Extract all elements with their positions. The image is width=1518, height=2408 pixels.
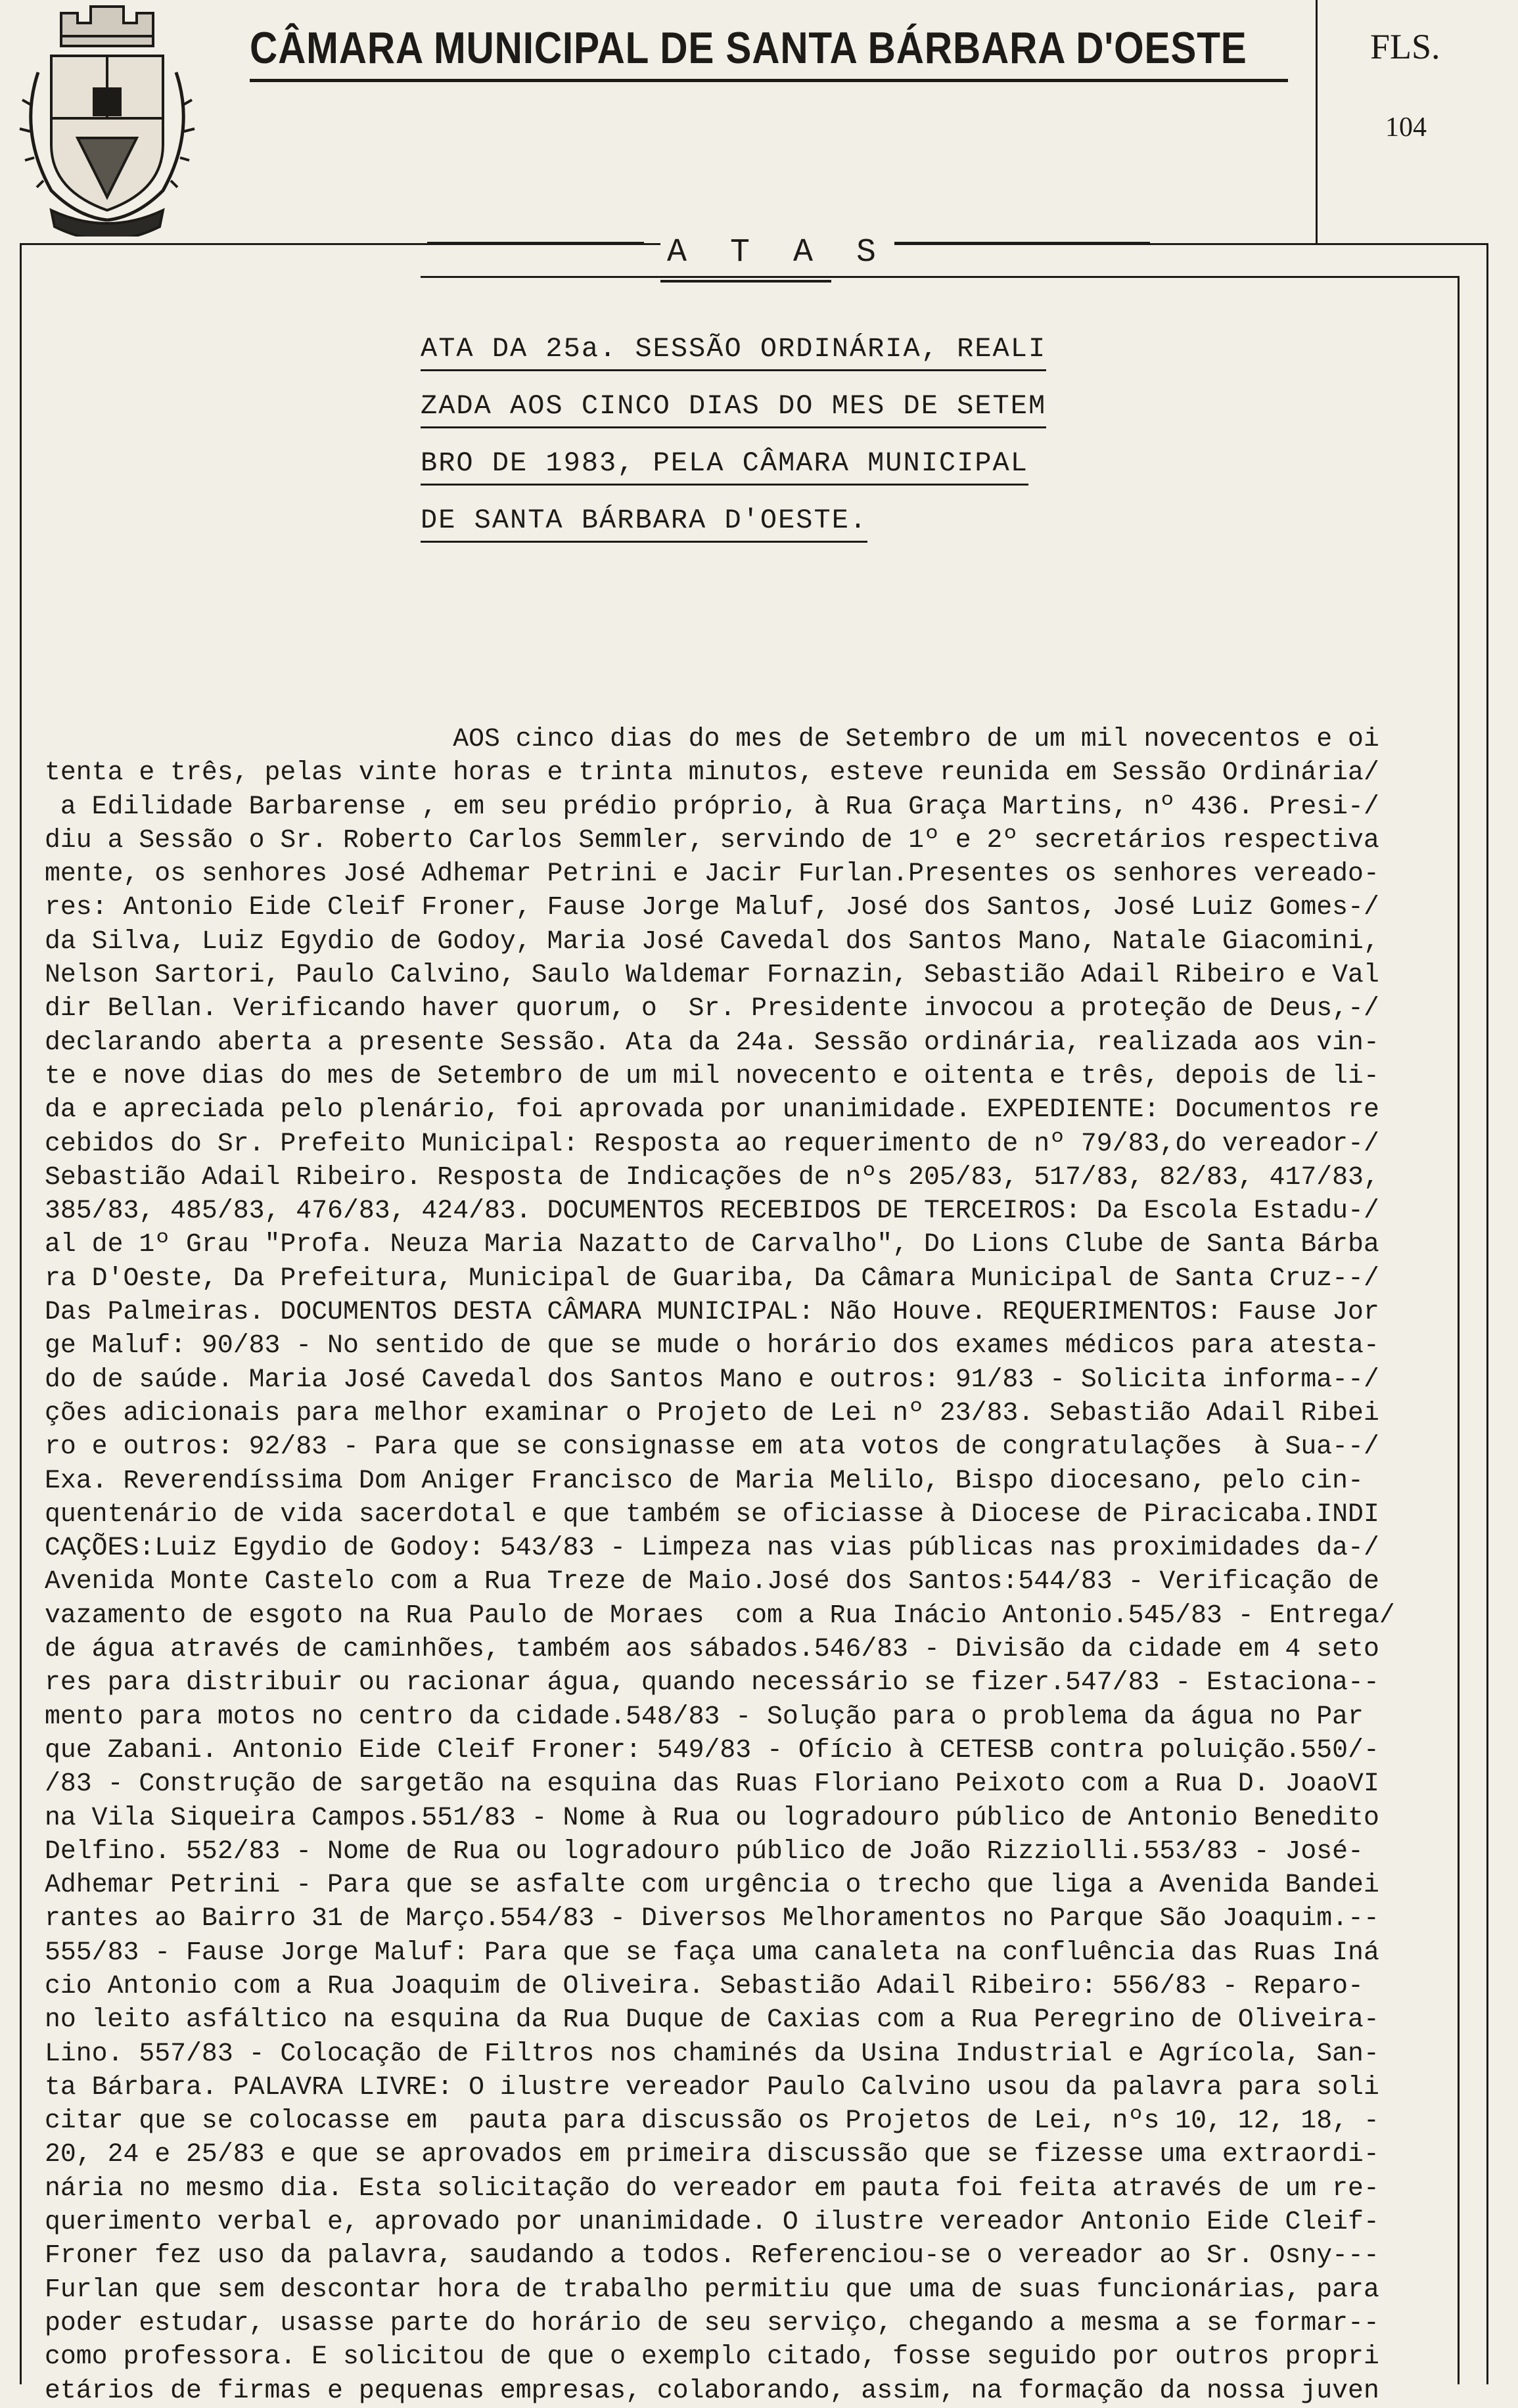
minutes-line: nária no mesmo dia. Esta solicitação do vereador em pauta foi feita através de um re- — [45, 2173, 1379, 2204]
minutes-line: res para distribuir ou racionar água, quando necessário se fizer.547/83 - Estaciona-- — [45, 1668, 1379, 1698]
minutes-line: querimento verbal e, aprovado por unanimidade. O ilustre vereador Antonio Eide Cleif- — [45, 2208, 1379, 2238]
minutes-line: Sebastião Adail Ribeiro. Resposta de Indicações de nºs 205/83, 517/83, 82/83, 417/83, — [45, 1162, 1379, 1193]
title-underline — [250, 79, 1288, 82]
minutes-line: poder estudar, usasse parte do horário de seu serviço, chegando a mesma a se formar-- — [45, 2308, 1379, 2338]
minutes-line: quentenário de vida sacerdotal e que também se oficiasse à Diocese de Piracicaba.INDI — [45, 1499, 1379, 1530]
minutes-line: 555/83 - Fause Jorge Maluf: Para que se faça uma canaleta na confluência das Ruas Iná — [45, 1938, 1379, 1968]
minutes-line: vazamento de esgoto na Rua Paulo de Moraes com a Rua Inácio Antonio.545/83 - Entrega/ — [45, 1601, 1395, 1631]
minutes-line: na Vila Siqueira Campos.551/83 - Nome à Rua ou logradouro público de Antonio Benedito — [45, 1803, 1379, 1833]
minutes-line: da Silva, Luiz Egydio de Godoy, Maria José Cavedal dos Santos Mano, Natale Giacomini, — [45, 926, 1379, 957]
session-title-line: ZADA AOS CINCO DIAS DO MES DE SETEM — [421, 386, 1046, 428]
session-title-line: BRO DE 1983, PELA CÂMARA MUNICIPAL — [421, 443, 1028, 486]
section-heading-underline — [660, 280, 831, 283]
folio-label: FLS. — [1370, 27, 1440, 66]
minutes-line: dir Bellan. Verificando haver quorum, o Sr. Presidente invocou a proteção de Deus,-/ — [45, 994, 1379, 1024]
minutes-line: ções adicionais para melhor examinar o Projeto de Lei nº 23/83. Sebastião Adail Ribei — [45, 1398, 1379, 1428]
minutes-line: a Edilidade Barbarense , em seu prédio próprio, à Rua Graça Martins, nº 436. Presi-/ — [45, 792, 1379, 822]
minutes-line: citar que se colocasse em pauta para discussão os Projetos de Lei, nºs 10, 12, 18, - — [45, 2106, 1379, 2137]
minutes-line: te e nove dias do mes de Setembro de um mil novecento e oitenta e três, depois de li- — [45, 1061, 1379, 1091]
page-frame-left — [20, 243, 22, 2384]
page-frame-right — [1486, 243, 1488, 2384]
chamber-name: CÂMARA MUNICIPAL DE SANTA BÁRBARA D'OESTE — [250, 23, 1247, 73]
minutes-line: ta Bárbara. PALAVRA LIVRE: O ilustre vereador Paulo Calvino usou da palavra para soli — [45, 2072, 1379, 2102]
minutes-line: Lino. 557/83 - Colocação de Filtros nos chaminés da Usina Industrial e Agrícola, San- — [45, 2039, 1379, 2069]
folio-number: 104 — [1385, 112, 1427, 143]
minutes-line: cio Antonio com a Rua Joaquim de Oliveira. Sebastião Adail Ribeiro: 556/83 - Reparo- — [45, 1971, 1364, 2001]
minutes-line: res: Antonio Eide Cleif Froner, Fause Jorge Maluf, José dos Santos, José Luiz Gomes-/ — [45, 893, 1379, 923]
minutes-line: como professora. E solicitou de que o exemplo citado, fosse seguido por outros propri — [45, 2342, 1379, 2373]
minutes-body — [45, 723, 1458, 2408]
minutes-line: AOS cinco dias do mes de Setembro de um mil novecentos e oi — [45, 725, 1379, 754]
minutes-line: mente, os senhores José Adhemar Petrini e Jacir Furlan.Presentes os senhores vereado- — [45, 859, 1379, 890]
section-heading: A T A S — [660, 234, 894, 271]
minutes-line: Exa. Reverendíssima Dom Aniger Francisco de Maria Melilo, Bispo diocesano, pelo cin- — [45, 1466, 1364, 1496]
minutes-line: diu a Sessão o Sr. Roberto Carlos Semmler, servindo de 1º e 2º secretários respectiva — [45, 825, 1379, 855]
minutes-line: /83 - Construção de sargetão na esquina das Ruas Floriano Peixoto com a Rua D. JoaoVI — [45, 1769, 1379, 1800]
minutes-line: ra D'Oeste, Da Prefeitura, Municipal de Guariba, Da Câmara Municipal de Santa Cruz--/ — [45, 1263, 1379, 1294]
minutes-line: Nelson Sartori, Paulo Calvino, Saulo Waldemar Fornazin, Sebastião Adail Ribeiro e Val — [45, 961, 1379, 991]
minutes-line: CAÇÕES:Luiz Egydio de Godoy: 543/83 - Limpeza nas vias públicas nas proximidades da-/ — [45, 1533, 1379, 1564]
minutes-line: 385/83, 485/83, 476/83, 424/83. DOCUMENTOS RECEBIDOS DE TERCEIROS: Da Escola Estadu-/ — [45, 1196, 1379, 1227]
minutes-line: Das Palmeiras. DOCUMENTOS DESTA CÂMARA MUNICIPAL: Não Houve. REQUERIMENTOS: Fause Jor — [45, 1298, 1379, 1328]
minutes-line: Delfino. 552/83 - Nome de Rua ou logradouro público de João Rizziolli.553/83 - José- — [45, 1836, 1364, 1867]
minutes-line: ge Maluf: 90/83 - No sentido de que se mude o horário dos exames médicos para atesta- — [45, 1331, 1379, 1361]
minutes-line: no leito asfáltico na esquina da Rua Duque de Caxias com a Rua Peregrino de Oliveira- — [45, 2005, 1379, 2035]
minutes-line: rantes ao Bairro 31 de Março.554/83 - Diversos Melhoramentos no Parque São Joaquim.-- — [45, 1904, 1379, 1934]
header-divider — [1316, 0, 1318, 244]
minutes-line: Froner fez uso da palavra, saudando a todos. Referenciou-se o vereador ao Sr. Osny--- — [45, 2241, 1379, 2271]
inner-frame-top — [421, 276, 1459, 278]
session-title-line: ATA DA 25a. SESSÃO ORDINÁRIA, REALI — [421, 329, 1046, 371]
minutes-line: Adhemar Petrini - Para que se asfalte com urgência o trecho que liga a Avenida Bandei — [45, 1871, 1379, 1901]
inner-frame-right — [1458, 276, 1460, 2384]
minutes-line: ro e outros: 92/83 - Para que se consignasse em ata votos de congratulações à Sua--/ — [45, 1432, 1379, 1463]
heading-rule-right — [854, 242, 1150, 244]
minutes-line: Furlan que sem descontar hora de trabalho permitiu que uma de suas funcionárias, para — [45, 2275, 1379, 2305]
minutes-line: etários de firmas e pequenas empresas, colaborando, assim, na formação da nossa juven — [45, 2376, 1379, 2406]
minutes-line: declarando aberta a presente Sessão. Ata da 24a. Sessão ordinária, realizada aos vin- — [45, 1028, 1379, 1058]
minutes-line: cebidos do Sr. Prefeito Municipal: Resposta ao requerimento de nº 79/83,do vereador-/ — [45, 1129, 1379, 1159]
minutes-line: al de 1º Grau "Profa. Neuza Maria Nazatto de Carvalho", Do Lions Clube de Santa Bárba — [45, 1230, 1379, 1260]
minutes-line: da e apreciada pelo plenário, foi aprovada por unanimidade. EXPEDIENTE: Documentos re — [45, 1095, 1379, 1125]
session-title — [421, 323, 1143, 552]
minutes-line: do de saúde. Maria José Cavedal dos Santos Mano e outros: 91/83 - Solicita informa--/ — [45, 1365, 1379, 1395]
minutes-line: que Zabani. Antonio Eide Cleif Froner: 549/83 - Ofício à CETESB contra poluição.550/- — [45, 1735, 1379, 1765]
municipal-crest-icon — [12, 0, 202, 237]
minutes-line: mento para motos no centro da cidade.548/83 - Solução para o problema da água no Par — [45, 1702, 1364, 1732]
minutes-line: 20, 24 e 25/83 e que se aprovados em primeira discussão que se fizesse uma extraordi- — [45, 2140, 1379, 2170]
minutes-line: de água através de caminhões, também aos sábados.546/83 - Divisão da cidade em 4 seto — [45, 1635, 1379, 1665]
heading-rule-left — [427, 242, 644, 244]
minutes-line: Avenida Monte Castelo com a Rua Treze de Maio.José dos Santos:544/83 - Verificação de — [45, 1567, 1379, 1597]
session-title-line: DE SANTA BÁRBARA D'OESTE. — [421, 500, 867, 543]
minutes-line: tenta e três, pelas vinte horas e trinta minutos, esteve reunida em Sessão Ordinária/ — [45, 758, 1379, 788]
